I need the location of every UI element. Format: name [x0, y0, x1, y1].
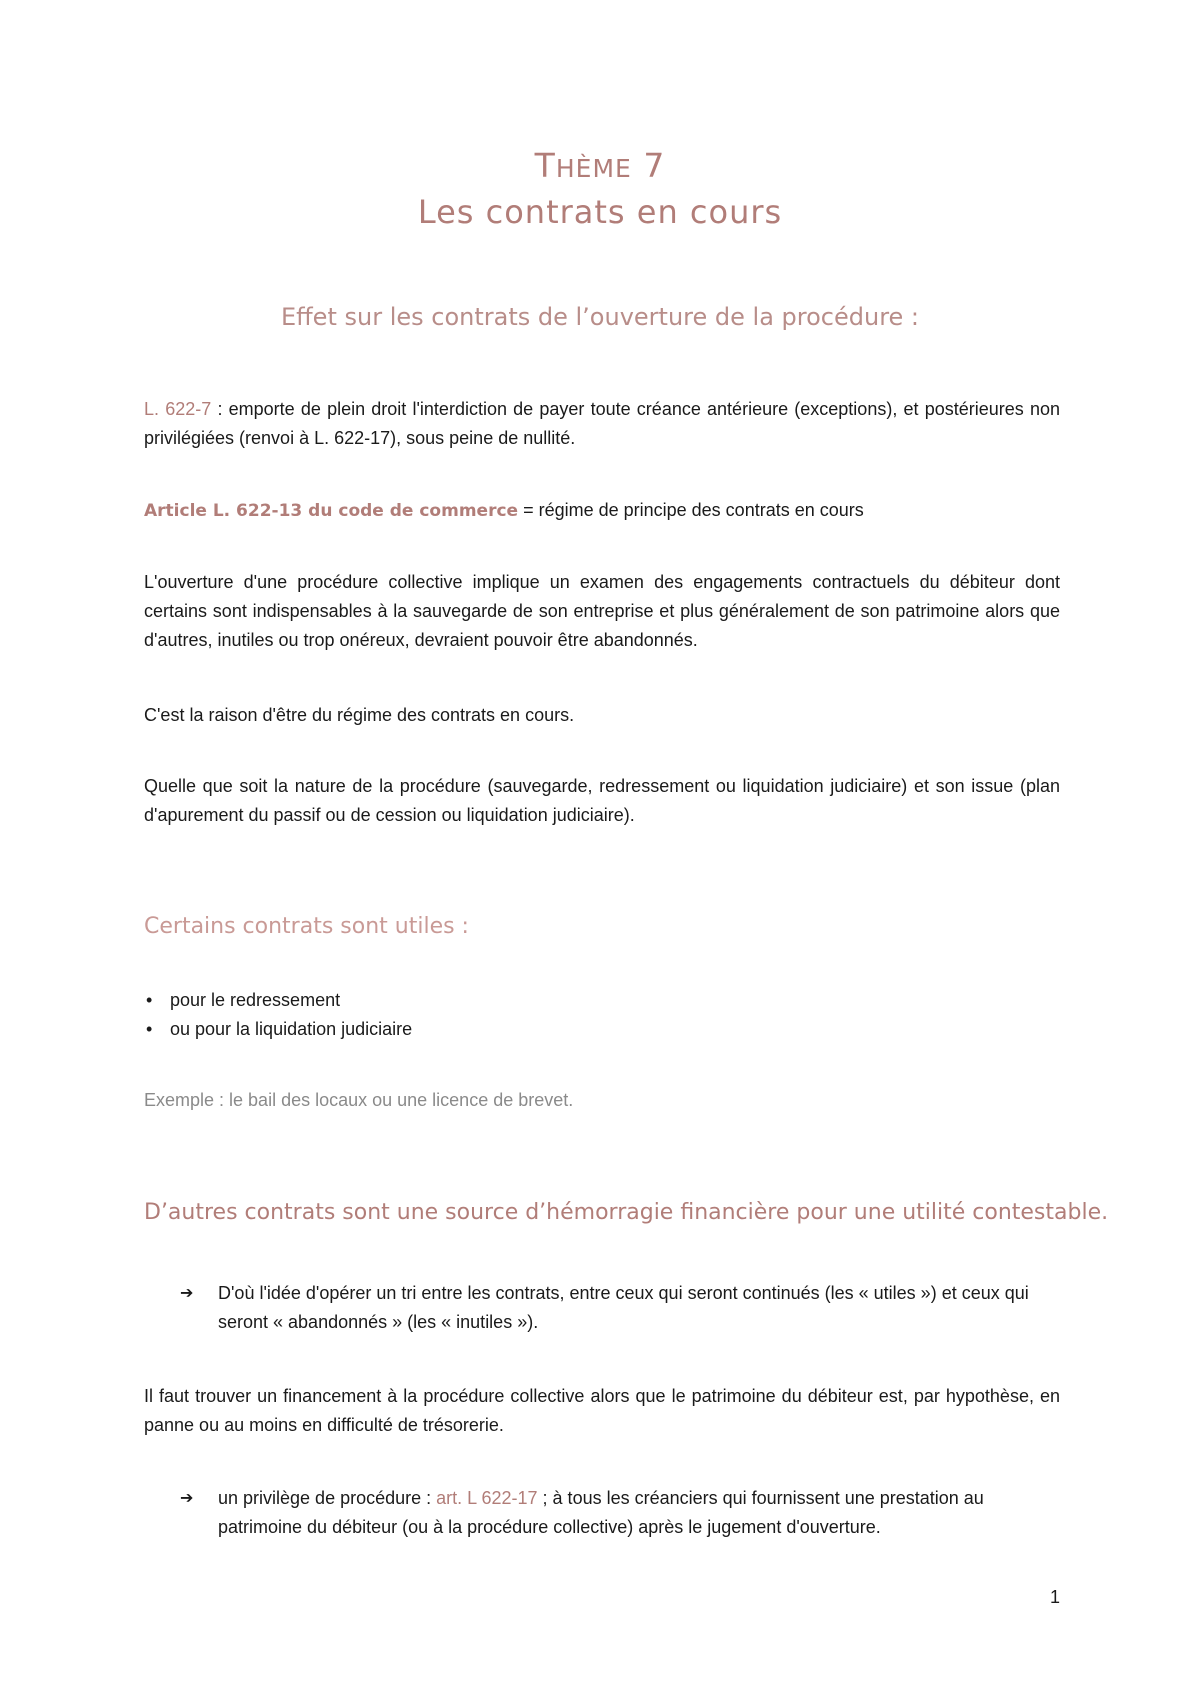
- arrow-paragraph-text: [218, 1484, 1060, 1542]
- legal-reference: Article L. 622-13 du code de commerce: [144, 501, 519, 521]
- page-title: [0, 145, 1200, 234]
- right-arrow-icon: ➔: [180, 1490, 194, 1507]
- section-heading-effet: Effet sur les contrats de l’ouverture de la procédure :: [280, 303, 920, 331]
- text-run: ; à tous les créanciers qui fournissent une prestation au patrimoine du débiteur (ou à la procédure collective) après le jugement d'ouverture.: [218, 1488, 984, 1537]
- paragraph-financement: Il faut trouver un financement à la procédure collective alors que le patrimoine du débiteur est, par hypothèse, en panne ou au moins en difficulté de trésorerie.: [144, 1386, 1060, 1435]
- example-text: Exemple : le bail des locaux ou une licence de brevet.: [144, 1090, 574, 1110]
- section-heading-utiles: Certains contrats sont utiles :: [144, 914, 469, 939]
- page-subtitle: Les contrats en cours: [417, 193, 783, 231]
- bullet-icon: •: [146, 990, 153, 1010]
- list-item: [144, 1015, 412, 1044]
- text-run: un privilège de procédure :: [218, 1488, 437, 1508]
- list-item-text: pour le redressement: [170, 990, 341, 1010]
- list-item: [144, 986, 412, 1015]
- bullet-icon: •: [146, 1019, 153, 1039]
- paragraph-ouverture: L'ouverture d'une procédure collective implique un examen des engagements contractuels du débiteur dont certains sont indispensables à la sauvegarde de son entreprise et plus généralement de son patrimoine alors que d'autres, inutiles ou trop onéreux, devraient pouvoir être abandonnés.: [144, 572, 1060, 650]
- theme-number: 7: [643, 146, 666, 185]
- section-heading-hemorragie: D’autres contrats sont une source d’hémorragie financière pour une utilité contestable.: [144, 1200, 1109, 1225]
- theme-label: [0, 145, 1200, 190]
- paragraph-l622-7: [144, 395, 1060, 453]
- arrow-paragraph-privilege: [180, 1484, 1060, 1542]
- legal-reference: art. L 622-17: [436, 1488, 538, 1508]
- right-arrow-icon: ➔: [180, 1285, 194, 1302]
- page-number: 1: [1049, 1587, 1060, 1607]
- paragraph-nature: Quelle que soit la nature de la procédure (sauvegarde, redressement ou liquidation judiciaire) et son issue (plan d'apurement du passif ou de cession ou liquidation judiciaire).: [144, 776, 1060, 825]
- list-item-text: ou pour la liquidation judiciaire: [170, 1019, 413, 1039]
- paragraph-text: : emporte de plein droit l'interdiction de payer toute créance antérieure (exceptions), et postérieures non privilégiées (renvoi à L. 622-17), sous peine de nullité.: [144, 399, 1060, 448]
- paragraph-l622-13: [144, 496, 1060, 526]
- arrow-paragraph-text: D'où l'idée d'opérer un tri entre les contrats, entre ceux qui seront continués (les « utiles ») et ceux qui seront « abandonnés » (les « inutiles »).: [218, 1283, 1029, 1332]
- legal-reference: L. 622-7: [144, 399, 212, 419]
- arrow-paragraph-tri: [180, 1279, 1060, 1337]
- bullet-list: [144, 986, 412, 1044]
- theme-small-caps: HÈME: [555, 154, 632, 183]
- paragraph-raison: C'est la raison d'être du régime des contrats en cours.: [144, 705, 575, 725]
- paragraph-text: = régime de principe des contrats en cours: [518, 500, 864, 520]
- theme-first-letter: T: [534, 146, 556, 185]
